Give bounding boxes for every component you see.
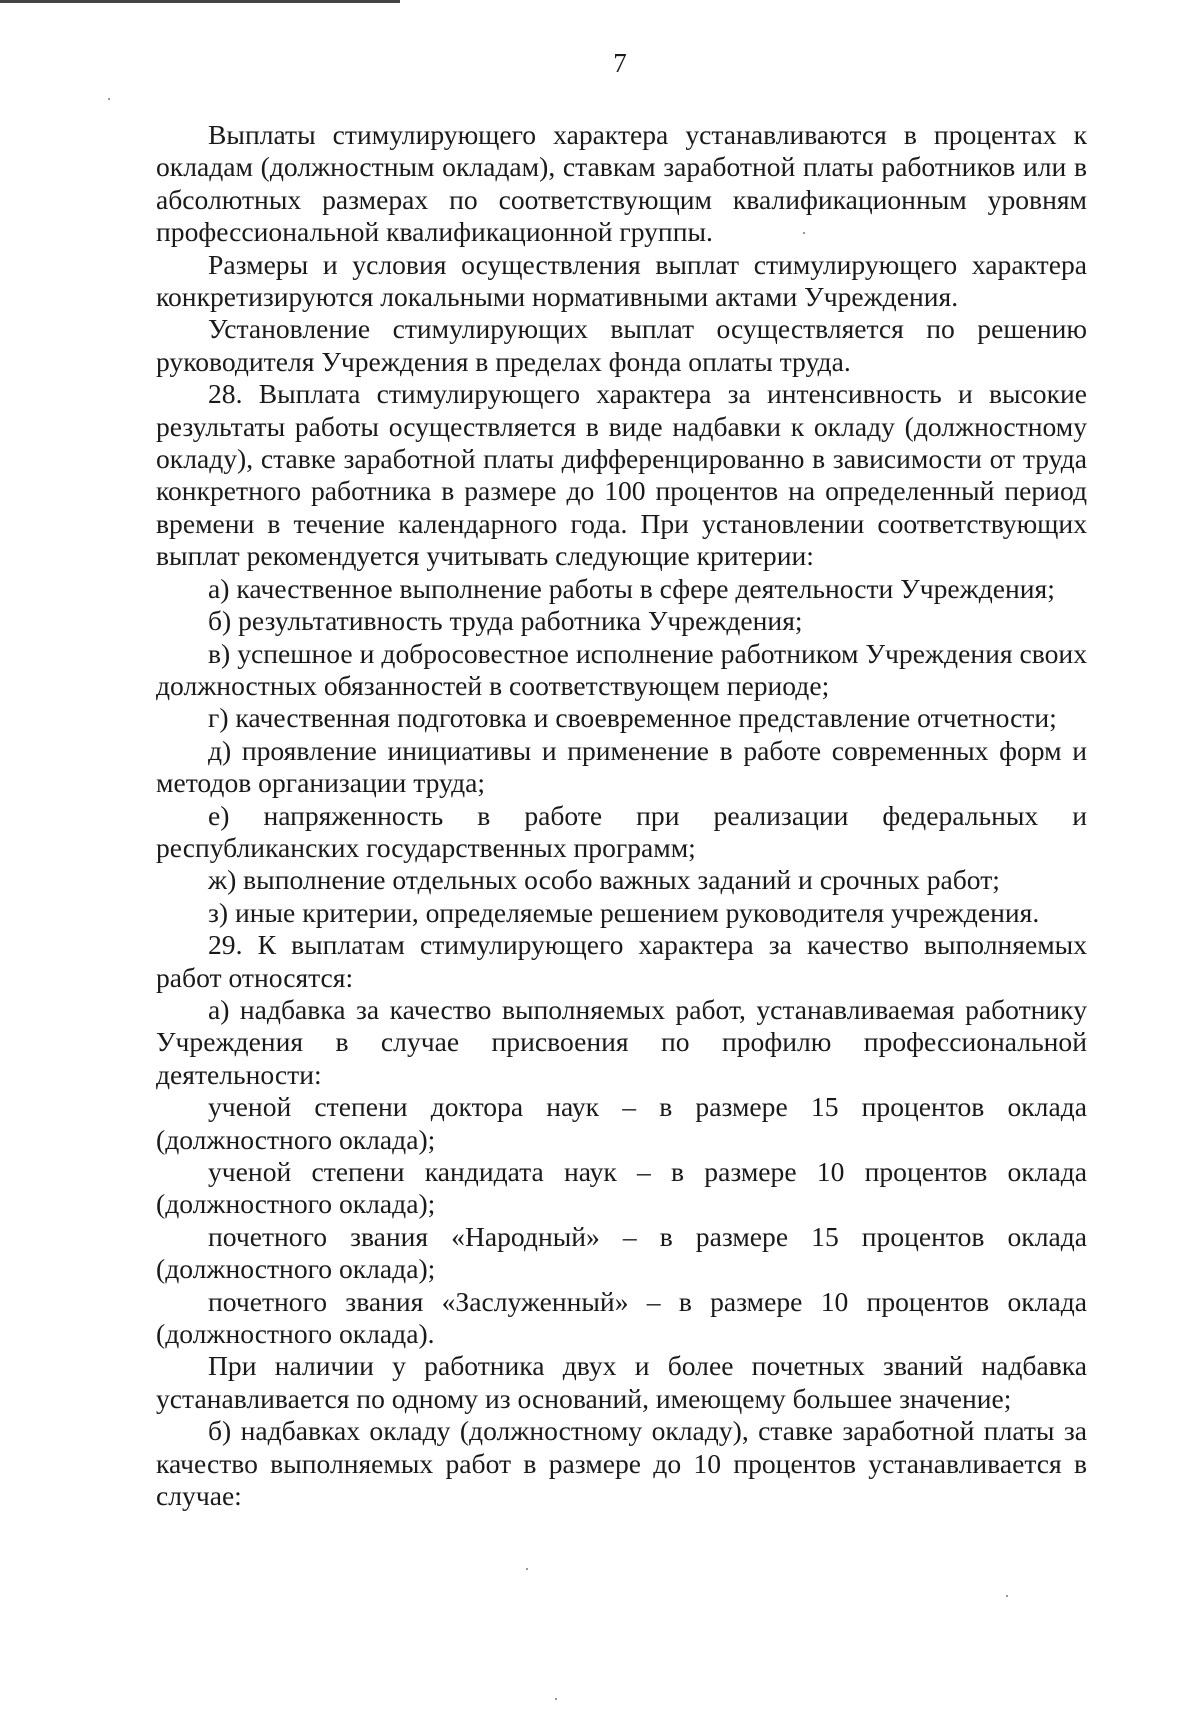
scan-speck — [803, 232, 805, 234]
candidate-degree-item: ученой степени кандидата наук – в размере 10 процентов оклада (должностного оклада); — [156, 1156, 1087, 1220]
criterion-g: г) качественная подготовка и своевременное представление отчетности; — [208, 702, 1057, 734]
allowance-b: б) надбавках окладу (должностному окладу), ставке заработной платы за качество выполняемых работ в размере до 10 процентов устанавливается в случае: — [156, 1415, 1087, 1512]
scan-speck — [108, 98, 110, 100]
paragraph-conditions: Размеры и условия осуществления выплат стимулирующего характера конкретизируются локальными нормативными актами Учреждения. — [156, 248, 1087, 313]
page-number: 7 — [613, 48, 627, 78]
criterion-e: е) напряженность в работе при реализации федеральных и республиканских государственных программ; — [156, 799, 1087, 863]
document-body — [156, 119, 1087, 1512]
allowance-a: а) надбавка за качество выполняемых работ, устанавливаемая работнику Учреждения в случае присвоения по профилю профессиональной деятельности: — [156, 993, 1087, 1090]
doctor-degree-item: ученой степени доктора наук – в размере 15 процентов оклада (должностного оклада); — [156, 1091, 1087, 1155]
honored-title-item: почетного звания «Заслуженный» – в размере 10 процентов оклада (должностного оклада). — [156, 1285, 1087, 1350]
paragraph-establishment: Установление стимулирующих выплат осуществляется по решению руководителя Учреждения в пределах фонда оплаты труда. — [156, 313, 1087, 377]
clause-29: 29. К выплатам стимулирующего характера за качество выполняемых работ относятся: — [156, 929, 1087, 993]
scan-speck — [1006, 1595, 1008, 1597]
criterion-z: з) иные критерии, определяемые решением руководителя учреждения. — [208, 896, 1040, 928]
criterion-d: д) проявление инициативы и применение в работе современных форм и методов организации труда; — [156, 734, 1087, 799]
criterion-b: б) результативность труда работника Учреждения; — [208, 605, 803, 637]
multiple-titles-paragraph: При наличии у работника двух и более почетных званий надбавка устанавливается по одному из оснований, имеющему большее значение; — [156, 1350, 1087, 1414]
criterion-a: а) качественное выполнение работы в сфере деятельности Учреждения; — [208, 572, 1055, 604]
peoples-title-item: почетного звания «Народный» – в размере 15 процентов оклада (должностного оклада); — [156, 1220, 1087, 1285]
criterion-zh: ж) выполнение отдельных особо важных заданий и срочных работ; — [208, 864, 1000, 896]
paragraph-stimulating-payments: Выплаты стимулирующего характера устанавливаются в процентах к окладам (должностным окладам), ставкам заработной платы работников или в абсолютных размерах по соответствующим квалификационным уровням профессиональной квалификационной группы. — [156, 119, 1087, 248]
scan-speck — [555, 1698, 557, 1700]
criterion-v: в) успешное и добросовестное исполнение работником Учреждения своих должностных обязанностей в соответствующем периоде; — [156, 637, 1087, 701]
clause-28: 28. Выплата стимулирующего характера за интенсивность и высокие результаты работы осуществляется в виде надбавки к окладу (должностному окладу), ставке заработной платы дифференцированно в зависимости от труда конкретного работника в размере до 100 процентов на определенный период времени в течение календарного года. При установлении соответствующих выплат рекомендуется учитывать следующие критерии: — [156, 378, 1087, 572]
scan-top-edge — [0, 0, 400, 3]
scan-speck — [526, 1568, 528, 1570]
